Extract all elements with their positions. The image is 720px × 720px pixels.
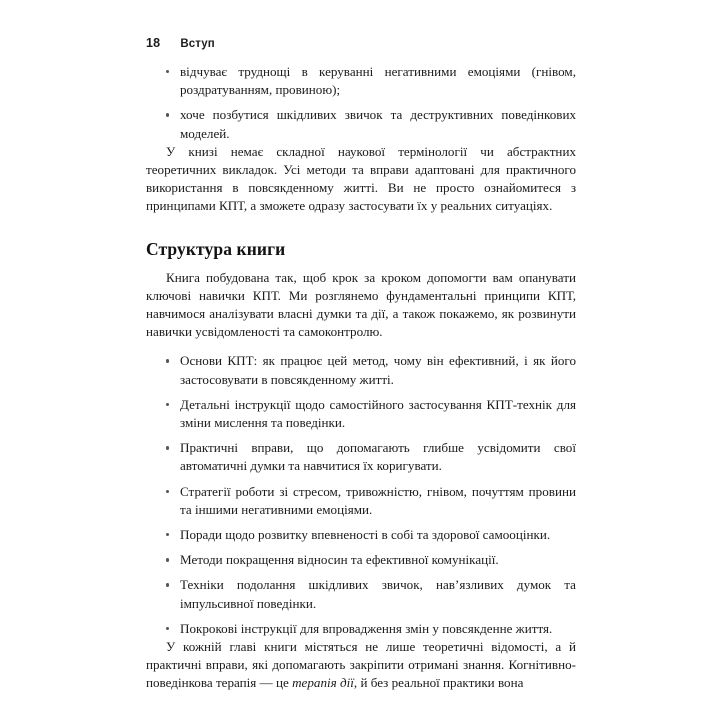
list-item-text: Техніки подолання шкідливих звичок, нав’язливих думок та імпульсивної поведінки. [180, 577, 576, 611]
section-heading-wrap [146, 238, 576, 260]
list-item-text: Детальні інструкції щодо самостійного застосування КПТ-технік для зміни мислення та поведінки. [180, 396, 576, 431]
list-item [146, 106, 576, 142]
list-item [146, 551, 576, 569]
list-item-text: хоче позбутися шкідливих звичок та деструктивних поведінкових моделей. [180, 107, 576, 141]
running-head-title: Вступ [180, 38, 215, 50]
list-item [146, 483, 576, 519]
list-item-text: Стратегії роботи зі стресом, тривожністю, гнівом, почуттям провини та іншими негативними емоціями. [180, 483, 576, 517]
closing-paragraph-emphasis: терапія дії [292, 675, 354, 691]
closing-paragraph-part2: , й без реальної практики вона [353, 675, 524, 691]
list-item [146, 620, 576, 638]
list-item [146, 63, 576, 99]
list-item-text: Покрокові інструкції для впровадження змін у повсякденне життя. [180, 620, 553, 636]
list-item [146, 576, 576, 612]
closing-paragraph-part1: У кожній главі книги містяться не лише теоретичні відомості, а й практичні вправи, які допомагають закріпити отримані знання. Когнітивно-поведінкова терапія — це [146, 639, 576, 691]
list-item-text: Основи КПТ: як працює цей метод, чому він ефективний, і як його застосовувати в повсякденному житті. [180, 353, 576, 387]
bullet-dot-icon [166, 359, 169, 362]
list-item-text: Практичні вправи, що допомагають глибше усвідомити свої автоматичні думки та навчитися їх коригувати. [180, 440, 576, 474]
bullet-dot-icon [166, 627, 169, 630]
top-bullet-list [146, 63, 576, 143]
section-lead-paragraph: Книга побудована так, щоб крок за кроком допомогти вам опанувати ключові навички КПТ. Ми розглянемо фундаментальні принципи КПТ, навчимося аналізувати власні думки та дії, а також покажемо, як розвинути навички усвідомленості та самоконтролю. [146, 269, 576, 340]
bullet-dot-icon [166, 533, 169, 536]
list-item [146, 352, 576, 388]
bullet-dot-icon [166, 446, 169, 449]
bullet-dot-icon [166, 113, 169, 116]
intro-paragraph: У книзі немає складної наукової термінології чи абстрактних теоретичних викладок. Усі методи та вправи адаптовані для практичного використання в повсякденному житті. Ви не просто ознайомитеся з принципами КПТ, а зможете одразу застосувати їх у реальних ситуаціях. [146, 143, 576, 214]
bullet-dot-icon [166, 70, 169, 73]
closing-paragraph [146, 638, 576, 693]
main-bullet-list [146, 352, 576, 638]
text-column [146, 60, 576, 693]
bullet-dot-icon [166, 403, 169, 406]
list-item [146, 439, 576, 475]
bullet-dot-icon [166, 490, 169, 493]
bullet-dot-icon [166, 583, 169, 586]
section-heading: Структура книги [146, 238, 286, 259]
list-item-text: Методи покращення відносин та ефективної комунікації. [180, 552, 499, 568]
list-item [146, 396, 576, 432]
running-head [146, 36, 215, 50]
list-item-text: Поради щодо розвитку впевненості в собі та здорової самооцінки. [180, 527, 551, 543]
list-item-text: відчуває труднощі в керуванні негативними емоціями (гнівом, роздратуванням, провиною); [180, 64, 576, 98]
bullet-dot-icon [166, 558, 169, 561]
list-item [146, 526, 576, 544]
page-number: 18 [146, 36, 161, 50]
